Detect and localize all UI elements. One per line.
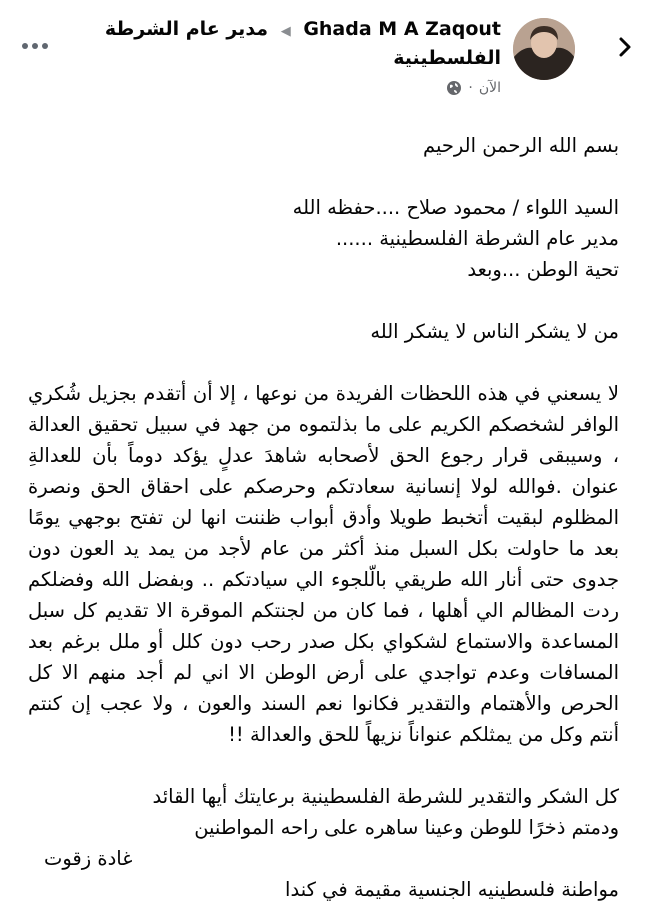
post-body [28, 130, 619, 905]
more-options-icon [32, 43, 38, 49]
signature: غادة زقوت [44, 847, 133, 870]
addressee: السيد اللواء / محمود صلاح ....حفظه الله [292, 196, 619, 219]
globe-icon[interactable] [446, 80, 462, 96]
post-meta [446, 80, 501, 96]
meta-separator: · [468, 80, 473, 96]
post-paragraph: لا يسعني في هذه اللحظات الفريدة من نوعها ، إلا أن أتقدم بجزيل شُكري الوافر لشخصكم الكريم على ما بذلتموه من جهد في سبيل تحقيق العدالة ، وسيبقى قرار رجوع الحق لأصحابه شاهدَ عدلٍ يؤكد دوماً بأن للعدالةِ عنوان .فوالله لولا إنسانية سعادتكم وحرصكم على احقاق الحق ونصرة المظلوم لبقيت أتخبط طويلا وأدق أبواب ظننت انها لن تفتح بوجهي يومًا بعد ما حاولت بكل السبل منذ أكثر من عام لأجد من يمد يد العون دون جدوى حتى أنار الله طريقي بالّلجوء الي سيادتكم .. وبفضل الله وفضلكم ردت المظالم الي أهلها ، فما كان من لجنتكم الموقرة الا تقديم كل سبل المساعدة والاستماع لشكواي بكل صدر رحب دون كلل أو ملل برغم بعد المسافات وعدم تواجدي على أرض الوطن الا اني لم أجد منهم الا كل الحرص والأهتمام والتقدير فكانوا نعم السند والعون ، ولا عجب إن كنتم أنتم وكل من يمثلكم عنواناً نزيهاً للحق والعدالة !! [28, 382, 619, 746]
share-arrow-icon: ◀ [280, 24, 291, 39]
footer-line: مواطنة فلسطينيه الجنسية مقيمة في كندا [285, 878, 619, 901]
greeting: تحية الوطن ...وبعد [467, 258, 619, 281]
back-button[interactable] [613, 32, 637, 62]
closing-line: كل الشكر والتقدير للشرطة الفلسطينية برعايتك أيها القائد [152, 785, 619, 808]
chevron-right-icon [618, 36, 632, 58]
bismillah: بسم الله الرحمن الرحيم [423, 134, 619, 157]
closing-line: ودمتم ذخرًا للوطن وعينا ساهره على راحه المواطنين [194, 816, 619, 839]
profile-photo [513, 18, 575, 80]
more-options-button[interactable] [20, 36, 50, 56]
shared-to-target[interactable]: مدير عام الشرطة الفلسطينية [104, 18, 501, 69]
post-timestamp[interactable]: الآن [478, 80, 501, 96]
author-name[interactable]: Ghada M A Zaqout [303, 18, 501, 40]
post-author-line [81, 16, 501, 72]
proverb: من لا يشكر الناس لا يشكر الله [370, 320, 619, 343]
more-options-icon [22, 43, 28, 49]
avatar[interactable] [513, 18, 575, 80]
addressee-title: مدير عام الشرطة الفلسطينية ...... [335, 227, 619, 250]
post-header [0, 0, 651, 110]
more-options-icon [42, 43, 48, 49]
